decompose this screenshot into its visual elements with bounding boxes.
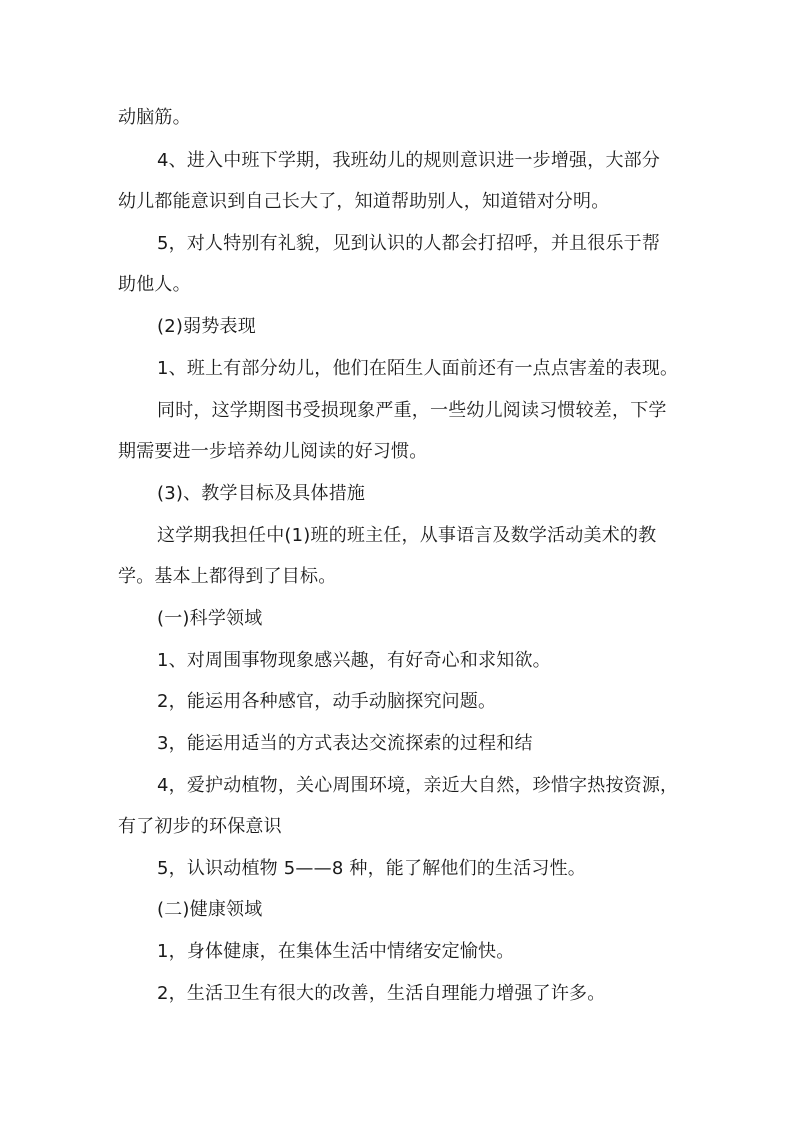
text-line: 1、对周围事物现象感兴趣，有好奇心和求知欲。 (157, 650, 551, 671)
text-line: 同时，这学期图书受损现象严重，一些幼儿阅读习惯较差，下学 (157, 400, 667, 421)
text-line: 幼儿都能意识到自己长大了，知道帮助别人，知道错对分明。 (118, 191, 610, 212)
text-line: 5，认识动植物 5——8 种，能了解他们的生活习性。 (157, 858, 586, 879)
section-heading: (3)、教学目标及具体措施 (157, 483, 366, 504)
text-line: 期需要进一步培养幼儿阅读的好习惯。 (118, 441, 428, 462)
text-line: 有了初步的环保意识 (118, 816, 282, 837)
text-line: 1，身体健康，在集体生活中情绪安定愉快。 (157, 941, 515, 962)
text-line: 2，生活卫生有很大的改善，生活自理能力增强了许多。 (157, 983, 606, 1004)
text-line: 助他人。 (118, 274, 191, 295)
text-line: 4、进入中班下学期，我班幼儿的规则意识进一步增强，大部分 (157, 150, 661, 171)
section-heading: (2)弱势表现 (157, 316, 256, 337)
text-line: 2，能运用各种感官，动手动脑探究问题。 (157, 691, 497, 712)
text-line: 5，对人特别有礼貌，见到认识的人都会打招呼，并且很乐于帮 (157, 233, 661, 254)
text-line: 动脑筋。 (118, 107, 191, 128)
section-heading: (二)健康领域 (157, 899, 263, 920)
text-line: 1、班上有部分幼儿，他们在陌生人面前还有一点点害羞的表现。 (157, 358, 679, 379)
section-heading: (一)科学领域 (157, 608, 263, 629)
text-line: 3，能运用适当的方式表达交流探索的过程和结 (157, 733, 533, 754)
text-line: 这学期我担任中(1)班的班主任，从事语言及数学活动美术的教 (157, 525, 657, 546)
text-line: 4，爱护动植物，关心周围环境，亲近大自然，珍惜字热按资源， (157, 775, 679, 796)
text-line: 学。基本上都得到了目标。 (118, 566, 337, 587)
